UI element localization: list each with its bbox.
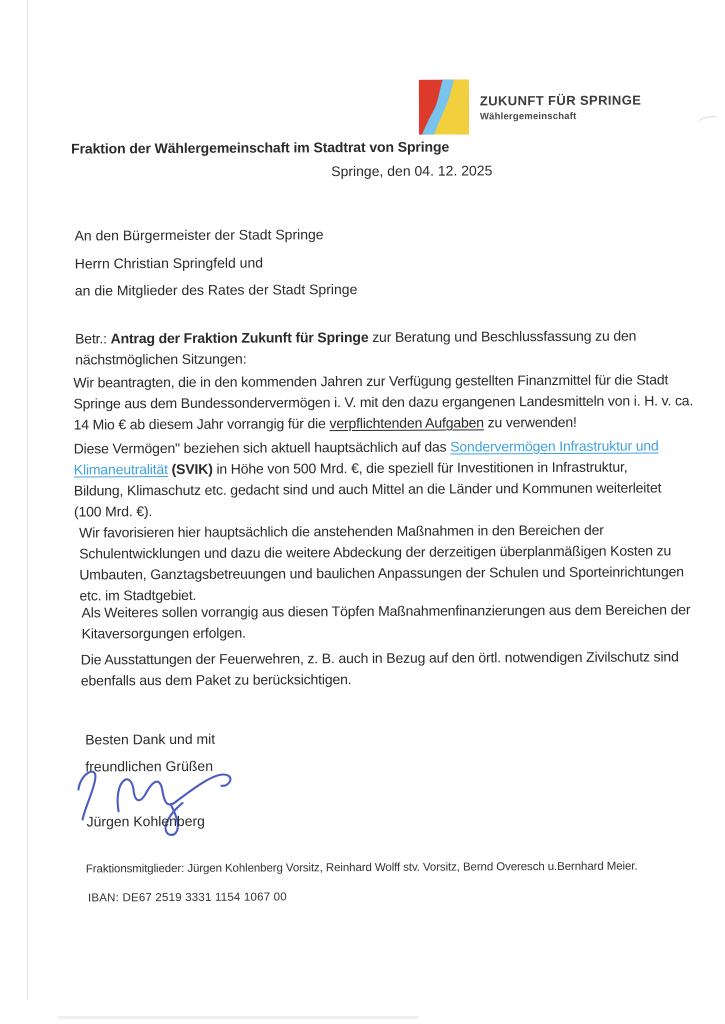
recipient-line-2: Herrn Christian Springfeld und: [74, 254, 264, 272]
closing-line-2: freundlichen Grüßen: [85, 757, 214, 775]
signer-name: Jürgen Kohlenberg: [86, 812, 205, 830]
subject-line1-rest: zur Beratung und Beschlussfassung zu den: [368, 327, 637, 345]
p2-line4: (100 Mrd. €).: [73, 503, 153, 520]
p3-line2: Schulentwicklungen und dazu die weitere Abdeckung der derzeitigen überplanmäßigen Kosten zu: [79, 542, 672, 562]
logo-text: [480, 79, 642, 135]
p1-underlined-obligatory-tasks: verpflichtenden Aufgaben: [329, 414, 484, 432]
party-logo: [419, 79, 642, 135]
recipient-block: [74, 221, 357, 305]
logo-subtitle: Wählergemeinschaft: [479, 110, 577, 123]
p5-line2: ebenfalls aus dem Paket zu berücksichtigen.: [80, 671, 352, 689]
paragraph-fire-brigade: [81, 646, 679, 691]
subject-bold-title: Antrag der Fraktion Zukunft für Springe: [110, 328, 369, 347]
paragraph-schools: [79, 519, 684, 606]
p3-line3: Umbauten, Ganztagsbetreuungen und baulichen Anpassungen der Schulen und Sporteinrichtungen: [79, 563, 684, 583]
subject-block: [75, 326, 636, 371]
date-line: Springe, den 04. 12. 2025: [331, 162, 493, 180]
p1-line1: Wir beantragten, die in den kommenden Jahren zur Verfügung gestellten Finanzmittel für die Stadt: [73, 371, 669, 391]
svik-hyperlink-part1[interactable]: Sondervermögen Infrastruktur und: [450, 437, 659, 455]
p4-line1: Als Weiteres sollen vorrangig aus diesen Töpfen Maßnahmenfinanzierungen aus dem Bereichen der: [81, 601, 691, 621]
p2-line3: Bildung, Klimaschutz etc. gedacht sind und auch Mittel an die Länder und Kommunen weiterleitet: [73, 479, 662, 499]
paragraph-svik: [74, 435, 662, 522]
p5-line1: Die Ausstattungen der Feuerwehren, z. B. auch in Bezug auf den örtl. notwendigen Zivilschutz sind: [80, 648, 679, 668]
signature-stroke-1: [78, 772, 95, 820]
subject-line2: nächstmöglichen Sitzungen:: [75, 350, 247, 368]
p4-line2: Kitaversorgungen erfolgen.: [81, 624, 246, 642]
recipient-line-3: an die Mitglieder des Rates der Stadt Springe: [74, 281, 358, 299]
paragraph-funding-request: [73, 369, 693, 435]
logo-title: ZUKUNFT FÜR SPRINGE: [479, 92, 642, 109]
subject-prefix: Betr.:: [75, 330, 111, 347]
p3-line1: Wir favorisieren hier hauptsächlich die anstehenden Maßnahmen in den Bereichen der: [79, 521, 604, 541]
footer-faction-members: Fraktionsmitglieder: Jürgen Kohlenberg Vorsitz, Reinhard Wolff stv. Vorsitz, Bernd Overesch u.Bernhard Meier.: [85, 860, 638, 876]
signature-stroke-2: [117, 774, 230, 811]
p2-bold-svik: (SVIK): [167, 460, 213, 478]
p3-line4: etc. im Stadtgebiet.: [79, 586, 197, 604]
sender-line: Fraktion der Wählergemeinschaft im Stadtrat von Springe: [71, 138, 450, 157]
p1-line2: Springe aus dem Bundessondervermögen i. V. mit den dazu ergangenen Landesmitteln von i. H. v. ca.: [73, 392, 694, 412]
p2-line1-start: Diese Vermögen" beziehen sich aktuell hauptsächlich auf das: [73, 438, 451, 457]
p1-line3-end: zu verwenden!: [483, 413, 577, 431]
p1-line3-start: 14 Mio € ab diesem Jahr vorrangig für die: [73, 415, 330, 433]
p2-line2-rest: in Höhe von 500 Mrd. €, die speziell für Investitionen in Infrastruktur,: [212, 458, 628, 477]
paragraph-kita: [81, 599, 690, 644]
svik-hyperlink-part2[interactable]: Klimaneutralität: [73, 461, 168, 478]
footer-iban: IBAN: DE67 2519 3331 1154 1067 00: [87, 891, 287, 905]
recipient-line-1: An den Bürgermeister der Stadt Springe: [74, 226, 324, 244]
party-logo-mark-icon: [419, 79, 469, 134]
closing-line-1: Besten Dank und mit: [85, 730, 216, 748]
